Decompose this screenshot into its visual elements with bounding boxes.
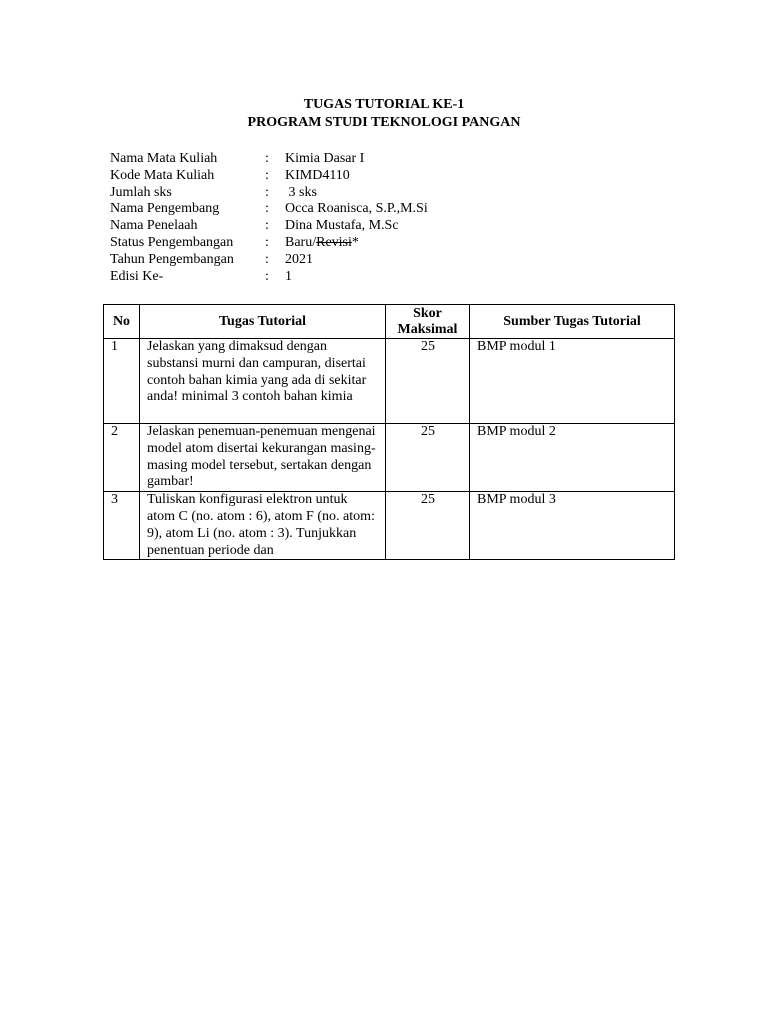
cell-task-text: Tuliskan konfigurasi elektron untuk atom C (no. atom : 6), atom F (no. atom: 9), atom Li (no. atom : 3). Tunjukkan penentuan periode dan bbox=[147, 492, 375, 558]
info-label: Edisi Ke- bbox=[110, 268, 164, 284]
table-row bbox=[104, 492, 675, 560]
table-row bbox=[104, 339, 675, 424]
cell-no: 2 bbox=[104, 424, 140, 492]
info-colon: : bbox=[265, 234, 269, 250]
header-score-line2: Maksimal bbox=[397, 321, 458, 337]
cell-task bbox=[140, 492, 386, 560]
cell-task: Jelaskan yang dimaksud dengan substansi murni dan campuran, disertai contoh bahan kimia yang ada di sekitar anda! minimal 3 contoh bahan kimia bbox=[140, 339, 386, 424]
info-label: Nama Penelaah bbox=[110, 218, 198, 234]
info-colon: : bbox=[265, 184, 269, 200]
info-value: 2021 bbox=[285, 251, 313, 267]
cell-no: 1 bbox=[104, 339, 140, 424]
info-label: Kode Mata Kuliah bbox=[110, 167, 215, 183]
info-value: Dina Mustafa, M.Sc bbox=[285, 218, 399, 234]
status-new: Baru/ bbox=[285, 234, 317, 250]
info-colon: : bbox=[265, 201, 269, 217]
cell-no: 3 bbox=[104, 492, 140, 560]
info-value: 1 bbox=[285, 268, 292, 284]
info-label: Nama Mata Kuliah bbox=[110, 151, 218, 166]
status-asterisk: * bbox=[351, 234, 359, 250]
document-title: TUGAS TUTORIAL KE-1 bbox=[303, 97, 465, 112]
header-score bbox=[386, 305, 470, 339]
status-revision-struck: Revisi bbox=[316, 234, 352, 250]
header-source: Sumber Tugas Tutorial bbox=[470, 305, 675, 339]
header-task: Tugas Tutorial bbox=[140, 305, 386, 339]
info-label: Nama Pengembang bbox=[110, 201, 220, 217]
header-no: No bbox=[104, 305, 140, 339]
program-title: PROGRAM STUDI TEKNOLOGI PANGAN bbox=[247, 115, 521, 130]
cell-source: BMP modul 1 bbox=[470, 339, 675, 424]
cell-task: Jelaskan penemuan-penemuan mengenai model atom disertai kekurangan masing-masing model tersebut, sertakan dengan gambar! bbox=[140, 424, 386, 492]
cell-score: 25 bbox=[386, 424, 470, 492]
info-label: Jumlah sks bbox=[110, 184, 172, 200]
info-colon: : bbox=[265, 151, 269, 166]
cell-source: BMP modul 2 bbox=[470, 424, 675, 492]
cell-score: 25 bbox=[386, 339, 470, 424]
info-value: 3 sks bbox=[285, 184, 317, 200]
info-label: Status Pengembangan bbox=[110, 234, 234, 250]
cell-source: BMP modul 3 bbox=[470, 492, 675, 560]
table-row bbox=[104, 424, 675, 492]
info-colon: : bbox=[265, 268, 269, 284]
info-value: KIMD4110 bbox=[285, 167, 350, 183]
info-colon: : bbox=[265, 251, 269, 267]
cell-score: 25 bbox=[386, 492, 470, 560]
tasks-table bbox=[103, 304, 675, 560]
header-score-line1: Skor bbox=[413, 305, 442, 321]
info-value-status bbox=[285, 235, 359, 252]
info-colon: : bbox=[265, 167, 269, 183]
info-value: Kimia Dasar I bbox=[285, 151, 365, 166]
table-header-row bbox=[104, 305, 675, 339]
info-label: Tahun Pengembangan bbox=[110, 251, 234, 267]
info-value: Occa Roanisca, S.P.,M.Si bbox=[285, 201, 428, 217]
info-colon: : bbox=[265, 218, 269, 234]
